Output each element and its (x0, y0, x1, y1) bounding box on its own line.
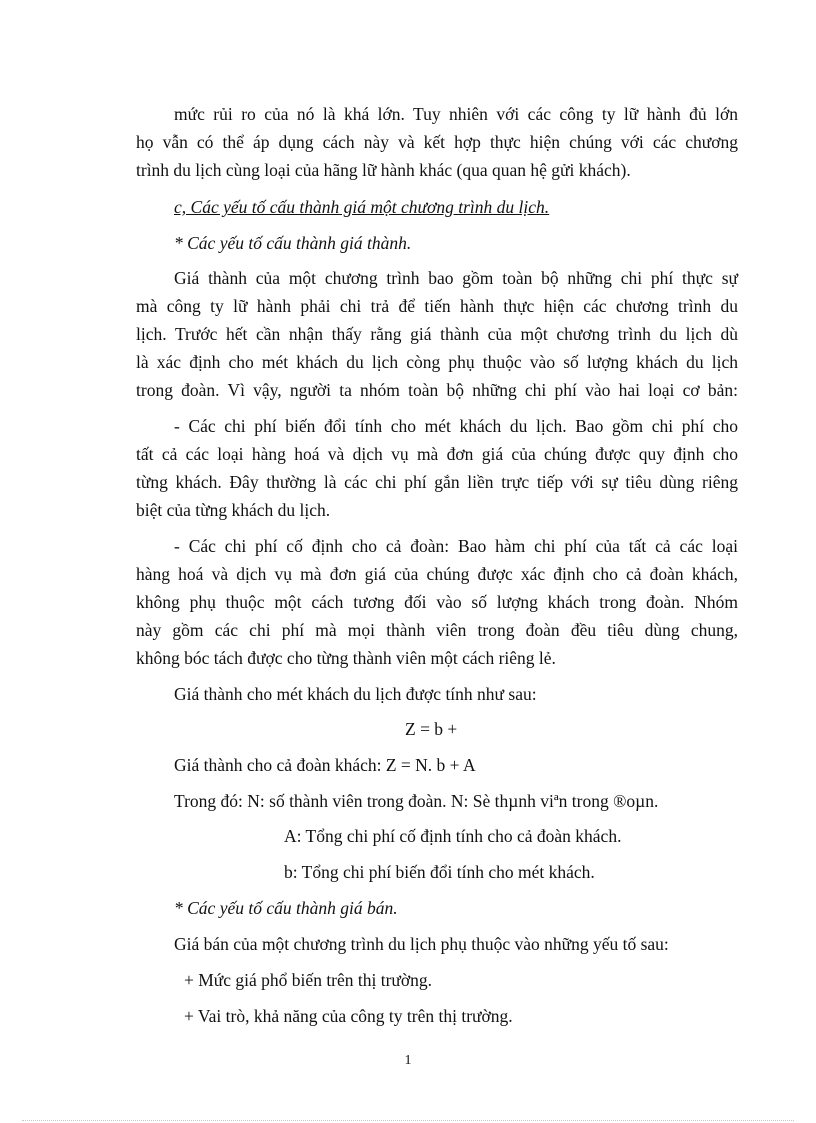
paragraph-line: không bóc tách được cho từng thành viên một cách riêng lẻ. (136, 648, 556, 668)
paragraph-line: Giá thành của một chương trình bao gồm toàn bộ những chi phí thực sự (174, 268, 738, 288)
paragraph-line: là xác định cho mét khách du lịch còng phụ thuộc vào số lượng khách du lịch (136, 352, 738, 372)
list-item: + Vai trò, khả năng của công ty trên thị trường. (184, 1006, 513, 1026)
paragraph-line: Giá thành cho mét khách du lịch được tính như sau: (174, 684, 537, 704)
subsection-heading: * Các yếu tố cấu thành giá thành. (174, 233, 412, 253)
paragraph-line: lịch. Trước hết cần nhận thấy rằng giá thành của một chương trình du lịch dù (136, 324, 738, 344)
page-number: 1 (404, 1053, 412, 1068)
paragraph-line: không phụ thuộc một cách tương đối vào số lượng khách trong đoàn. Nhóm (136, 592, 738, 612)
legend-line: Trong đó: N: số thành viên trong đoàn. N: Sè thµnh viªn trong ®oµn. (174, 791, 659, 811)
legend-line: b: Tổng chi phí biến đổi tính cho mét khách. (284, 862, 595, 882)
paragraph-line: Giá bán của một chương trình du lịch phụ thuộc vào những yếu tố sau: (174, 934, 669, 954)
paragraph-line: này gồm các chi phí mà mọi thành viên trong đoàn đều tiêu dùng chung, (136, 620, 738, 640)
paragraph-line: từng khách. Đây thường là các chi phí gắn liền trực tiếp với sự tiêu dùng riêng (136, 472, 738, 492)
subsection-heading: * Các yếu tố cấu thành giá bán. (174, 898, 398, 918)
paragraph-line: trong đoàn. Vì vậy, người ta nhóm toàn bộ những chi phí vào hai loại cơ bản: (136, 380, 738, 400)
page-break-rule (22, 1120, 794, 1121)
paragraph-line: - Các chi phí cố định cho cả đoàn: Bao hàm chi phí của tất cả các loại (174, 536, 738, 556)
paragraph-line: - Các chi phí biến đổi tính cho mét khách du lịch. Bao gồm chi phí cho (174, 416, 738, 436)
formula-unit-cost: Z = b + (405, 719, 458, 739)
paragraph-line: trình du lịch cùng loại của hãng lữ hành khác (qua quan hệ gửi khách). (136, 160, 631, 180)
section-heading: c, Các yếu tố cấu thành giá một chương trình du lịch. (174, 197, 550, 217)
paragraph-line: mức rủi ro của nó là khá lớn. Tuy nhiên với các công ty lữ hành đủ lớn (174, 104, 738, 124)
paragraph-line: biệt của từng khách du lịch. (136, 500, 331, 520)
formula-group-cost: Giá thành cho cả đoàn khách: Z = N. b + A (174, 755, 476, 775)
paragraph-line: hàng hoá và dịch vụ mà đơn giá của chúng được xác định cho cả đoàn khách, (136, 564, 738, 584)
paragraph-line: họ vẫn có thể áp dụng cách này và kết hợp thực hiện chúng với các chương (136, 132, 738, 152)
paragraph-line: tất cả các loại hàng hoá và dịch vụ mà đơn giá của chúng được quy định cho (136, 444, 738, 464)
paragraph-line: mà công ty lữ hành phải chi trả để tiến hành thực hiện các chương trình du (136, 296, 738, 316)
list-item: + Mức giá phổ biến trên thị trường. (184, 970, 433, 990)
legend-line: A: Tổng chi phí cố định tính cho cả đoàn khách. (284, 826, 622, 846)
